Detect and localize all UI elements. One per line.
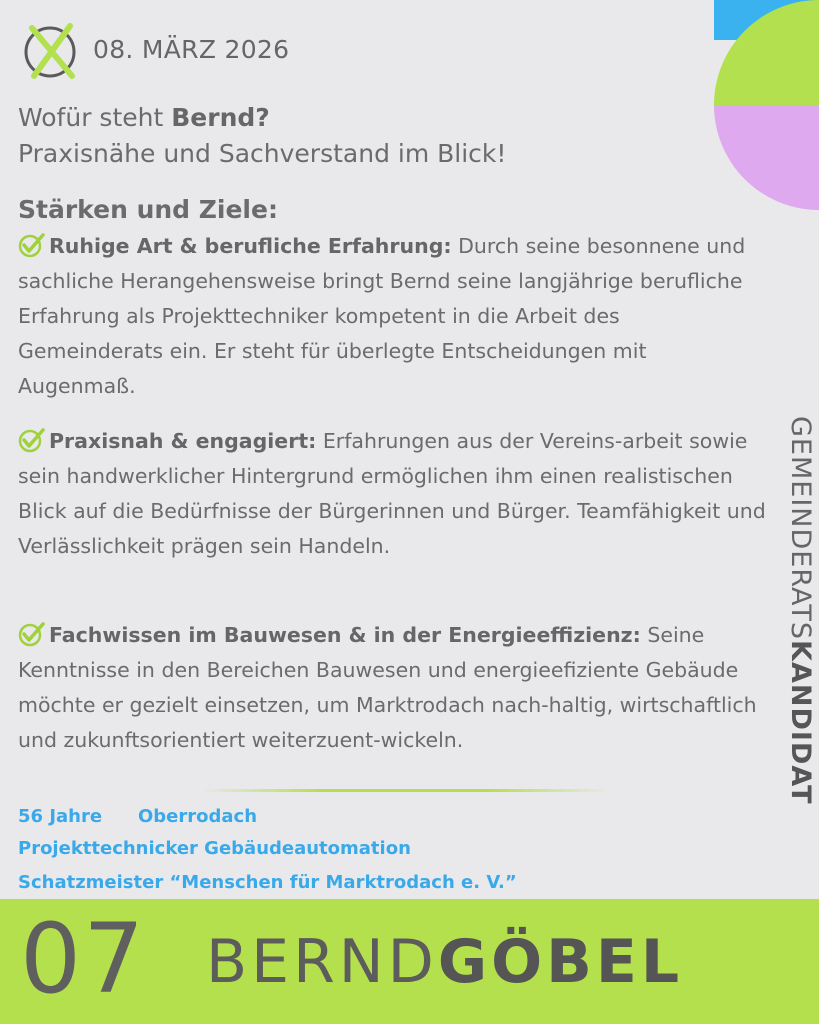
intro-question-prefix: Wofür steht — [18, 103, 172, 132]
strength-point-3 — [18, 618, 766, 758]
strength-point-3-text: Seine Kenntnisse in den Bereichen Bauwesen und energieefiziente Gebäude möchte er gezielt einsetzen, um Marktrodach nach-haltig, wirtschaftlich und zukunftsorientiert weiterzuent-wickeln. — [18, 623, 757, 752]
candidate-number: 07 — [20, 903, 147, 1015]
info-place: Oberrodach — [138, 806, 258, 827]
info-job: Projekttechnicker Gebäudeautomation — [18, 838, 411, 859]
strength-point-2-lead: Praxisnah & engagiert: — [49, 429, 317, 453]
strength-point-2 — [18, 424, 766, 564]
vertical-label-light: GEMEINDERATS — [785, 416, 816, 641]
strength-point-3-lead: Fachwissen im Bauwesen & in der Energieeffizienz: — [49, 623, 641, 647]
ballot-cross-icon — [24, 22, 80, 80]
strength-point-1 — [18, 229, 766, 404]
candidate-last-name: GÖBEL — [437, 927, 684, 997]
check-circle-icon — [18, 232, 46, 258]
strength-point-2-text: Erfahrungen aus der Vereins-arbeit sowie sein handwerklicher Hintergrund ermöglichen ihm einen realistischen Blick auf die Bedürfnisse der Bürgerinnen und Bürger. Teamfähigkeit und Verlässlichkeit prägen sein Handeln. — [18, 429, 766, 558]
vertical-label-bold: KANDIDAT — [785, 640, 816, 805]
decor-purple-quarter-circle — [714, 105, 819, 210]
intro-subtitle: Praxisnähe und Sachverstand im Blick! — [18, 139, 507, 168]
check-circle-icon — [18, 427, 46, 453]
date-label: 08. MÄRZ 2026 — [93, 35, 290, 64]
intro — [18, 100, 698, 172]
strength-point-1-text: Durch seine besonnene und sachliche Herangehensweise bringt Bernd seine langjährige berufliche Erfahrung als Projekttechniker kompetent in die Arbeit des Gemeinderats ein. Er steht für überlegte Entscheidungen mit Augenmaß. — [18, 234, 746, 398]
candidate-name — [206, 922, 683, 1002]
info-age: 56 Jahre — [18, 806, 103, 827]
check-circle-icon — [18, 621, 46, 647]
intro-question-name: Bernd? — [171, 103, 270, 132]
section-heading: Stärken und Ziele: — [18, 195, 278, 224]
vertical-label — [768, 416, 816, 826]
intro-question — [18, 100, 698, 136]
strength-point-1-lead: Ruhige Art & berufliche Erfahrung: — [49, 234, 452, 258]
divider-line — [200, 789, 610, 792]
info-role: Schatzmeister “Menschen für Marktrodach e. V.” — [18, 872, 517, 893]
candidate-first-name: BERND — [206, 927, 438, 997]
